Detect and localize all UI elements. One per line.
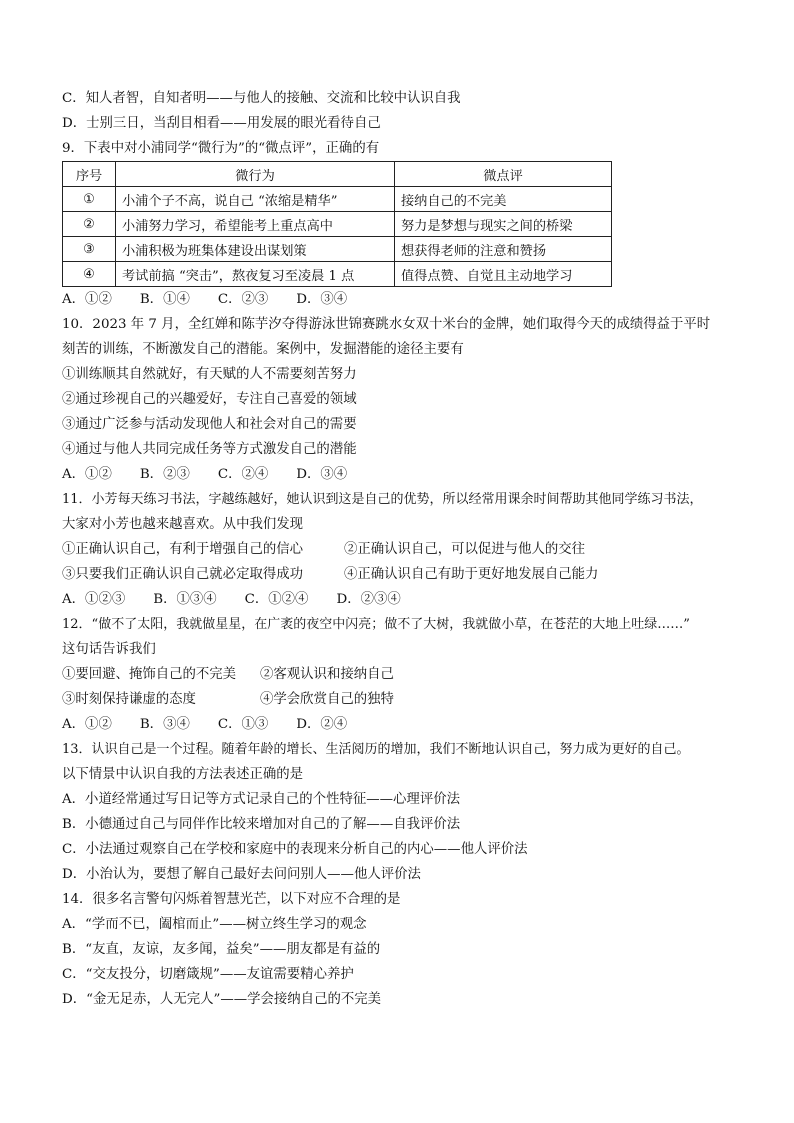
q14-stem: 14．很多名言警句闪烁着智慧光芒，以下对应不合理的是 xyxy=(62,892,401,907)
table-cell: 想获得老师的注意和赞扬 xyxy=(395,237,612,262)
table-header: 微行为 xyxy=(116,162,395,187)
q10-item-4: ④通过与他人共同完成任务等方式激发自己的潜能 xyxy=(62,442,357,457)
table-cell: 值得点赞、自觉且主动地学习 xyxy=(395,262,612,287)
q11-stem-line2: 大家对小芳也越来越喜欢。从中我们发现 xyxy=(62,517,304,532)
table-cell: ③ xyxy=(63,237,116,262)
q12-stem-line2: 这句话告诉我们 xyxy=(62,642,156,657)
option-d: D．②④ xyxy=(296,717,348,732)
q8-option-d: D．士别三日，当刮目相看——用发展的眼光看待自己 xyxy=(62,116,381,131)
q9-stem: 9．下表中对小浦同学“微行为”的“微点评”，正确的有 xyxy=(62,141,380,156)
q10-stem-line2: 刻苦的训练，不断激发自己的潜能。案例中，发掘潜能的途径主要有 xyxy=(62,342,464,357)
q13-option-a: A．小道经常通过写日记等方式记录自己的个性特征——心理评价法 xyxy=(62,792,460,807)
q11-stem-line1: 11．小芳每天练习书法，字越练越好，她认识到这是自己的优势，所以经常用课余时间帮助其他同学练习书法， xyxy=(62,492,703,507)
q12-item-2: ②客观认识和接纳自己 xyxy=(260,667,394,682)
q8-option-c: C．知人者智，自知者明——与他人的接触、交流和比较中认识自我 xyxy=(62,91,461,106)
q13-option-b: B．小德通过自己与同伴作比较来增加对自己的了解——自我评价法 xyxy=(62,817,461,832)
table-row xyxy=(63,262,612,287)
q13-stem-line1: 13．认识自己是一个过程。随着年龄的增长、生活阅历的增加，我们不断地认识自己，努力成为更好的自己。 xyxy=(62,742,690,757)
table-row xyxy=(63,212,612,237)
option-c: C．②③ xyxy=(217,292,269,307)
option-b: B．①④ xyxy=(139,292,190,307)
table-cell: ④ xyxy=(63,262,116,287)
option-a: A．①② xyxy=(62,717,112,732)
q12-items-row2 xyxy=(62,687,742,712)
table-cell: 接纳自己的不完美 xyxy=(395,187,612,212)
option-a: A．①② xyxy=(62,467,112,482)
q14-option-d: D．“金无足赤，人无完人”——学会接纳自己的不完美 xyxy=(62,992,382,1007)
q9-options xyxy=(62,287,742,312)
q12-items-row1 xyxy=(62,662,742,687)
option-b: B．③④ xyxy=(139,717,190,732)
q12-item-3: ③时刻保持谦虚的态度 xyxy=(62,692,196,707)
q11-item-2: ②正确认识自己，可以促进与他人的交往 xyxy=(344,542,586,557)
q14-option-a: A．“学而不已，阖棺而止”——树立终生学习的观念 xyxy=(62,917,367,932)
q12-item-4: ④学会欣赏自己的独特 xyxy=(260,692,394,707)
q11-options xyxy=(62,587,742,612)
option-c: C．①②④ xyxy=(244,592,309,607)
q10-item-1: ①训练顺其自然就好，有天赋的人不需要刻苦努力 xyxy=(62,367,357,382)
option-d: D．②③④ xyxy=(336,592,401,607)
q14-option-b: B．“友直，友谅，友多闻，益矣”——朋友都是有益的 xyxy=(62,942,381,957)
option-d: D．③④ xyxy=(296,467,348,482)
table-cell: 努力是梦想与现实之间的桥梁 xyxy=(395,212,612,237)
q13-option-c: C．小法通过观察自己在学校和家庭中的表现来分析自己的内心——他人评价法 xyxy=(62,842,528,857)
table-row xyxy=(63,187,612,212)
q11-items-row1 xyxy=(62,537,742,562)
option-a: A．①②③ xyxy=(62,592,126,607)
q11-item-3: ③只要我们正确认识自己就必定取得成功 xyxy=(62,567,304,582)
q9-table xyxy=(62,161,612,287)
table-cell: 考试前搞 “突击”，熬夜复习至凌晨 1 点 xyxy=(116,262,395,287)
q11-item-1: ①正确认识自己，有利于增强自己的信心 xyxy=(62,542,304,557)
table-header: 序号 xyxy=(63,162,116,187)
table-cell: 小浦积极为班集体建设出谋划策 xyxy=(116,237,395,262)
table-header-row xyxy=(63,162,612,187)
q11-item-4: ④正确认识自己有助于更好地发展自己能力 xyxy=(344,567,599,582)
option-b: B．①③④ xyxy=(153,592,217,607)
q10-stem-line1: 10．2023 年 7 月，全红婵和陈芋汐夺得游泳世锦赛跳水女双十米台的金牌，她们取得今天的成绩得益于平时 xyxy=(62,317,711,332)
q14-option-c: C．“交友投分，切磨箴规”——友谊需要精心养护 xyxy=(62,967,354,982)
q12-stem-line1: 12．“做不了太阳，我就做星星，在广袤的夜空中闪亮；做不了大树，我就做小草，在苍茫的大地上吐绿……” xyxy=(62,617,690,632)
q10-options xyxy=(62,462,742,487)
q12-options xyxy=(62,712,742,737)
exam-page xyxy=(62,86,742,1012)
table-header: 微点评 xyxy=(395,162,612,187)
table-cell: 小浦个子不高，说自己 “浓缩是精华” xyxy=(116,187,395,212)
table-cell: ① xyxy=(63,187,116,212)
table-cell: 小浦努力学习，希望能考上重点高中 xyxy=(116,212,395,237)
option-c: C．①③ xyxy=(217,717,269,732)
option-c: C．②④ xyxy=(217,467,269,482)
option-a: A．①② xyxy=(62,292,112,307)
table-row xyxy=(63,237,612,262)
q13-stem-line2: 以下情景中认识自我的方法表述正确的是 xyxy=(62,767,304,782)
option-b: B．②③ xyxy=(139,467,190,482)
table-cell: ② xyxy=(63,212,116,237)
q12-item-1: ①要回避、掩饰自己的不完美 xyxy=(62,667,237,682)
q10-item-3: ③通过广泛参与活动发现他人和社会对自己的需要 xyxy=(62,417,357,432)
option-d: D．③④ xyxy=(296,292,348,307)
q13-option-d: D．小治认为，要想了解自己最好去问问别人——他人评价法 xyxy=(62,867,421,882)
q11-items-row2 xyxy=(62,562,742,587)
q10-item-2: ②通过珍视自己的兴趣爱好，专注自己喜爱的领域 xyxy=(62,392,357,407)
